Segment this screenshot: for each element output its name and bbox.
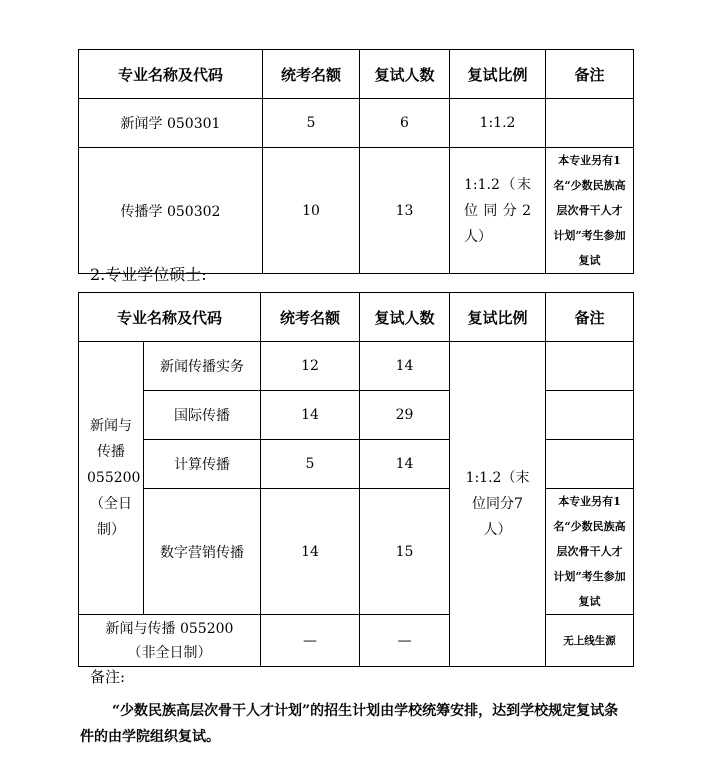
retest-value: 15: [360, 489, 450, 615]
table-professional-masters: [78, 292, 634, 667]
header-major: 专业名称及代码: [79, 50, 263, 99]
table-row: [79, 489, 634, 615]
table-row: [79, 391, 634, 440]
quota-value: 14: [261, 489, 360, 615]
remark-value: 无上线生源: [546, 615, 634, 667]
notes-label: 备注:: [90, 668, 126, 686]
major-name: 国际传播: [144, 391, 261, 440]
remark-value: [546, 440, 634, 489]
major-name-parttime: [79, 615, 261, 667]
ratio-value: 1:1.2: [450, 99, 546, 148]
header-quota: 统考名额: [261, 293, 360, 342]
major-name: 新闻学 050301: [79, 99, 263, 148]
table-row: [79, 99, 634, 148]
retest-value: 6: [360, 99, 450, 148]
table-header-row: [79, 293, 634, 342]
major-name: 新闻传播实务: [144, 342, 261, 391]
retest-value: —: [360, 615, 450, 667]
header-remark: 备注: [546, 50, 634, 99]
quota-value: 12: [261, 342, 360, 391]
group-label: 新闻与传播055200（全日制）: [79, 342, 144, 615]
quota-value: —: [261, 615, 360, 667]
remark-value: [546, 342, 634, 391]
retest-value: 13: [360, 148, 450, 274]
header-major: 专业名称及代码: [79, 293, 261, 342]
table-row: [79, 440, 634, 489]
major-name: 传播学 050302: [79, 148, 263, 274]
retest-value: 14: [360, 440, 450, 489]
retest-value: 14: [360, 342, 450, 391]
quota-value: 10: [263, 148, 360, 274]
remark-value: [546, 391, 634, 440]
header-remark: 备注: [546, 293, 634, 342]
table-academic-masters: [78, 49, 634, 274]
remark-value: [546, 99, 634, 148]
header-retest: 复试人数: [360, 50, 450, 99]
header-ratio: 复试比例: [450, 50, 546, 99]
major-name-line2: （非全日制）: [127, 644, 212, 661]
shared-ratio: 1:1.2（末位同分7人）: [450, 342, 546, 667]
header-retest: 复试人数: [360, 293, 450, 342]
remark-value: 本专业另有1名“少数民族高层次骨干人才计划”考生参加复试: [546, 148, 634, 274]
header-ratio: 复试比例: [450, 293, 546, 342]
notes-body: “少数民族高层次骨干人才计划”的招生计划由学校统筹安排，达到学校规定复试条件的由学院组织复试。: [80, 703, 619, 745]
section-title: 2.专业学位硕士:: [90, 265, 207, 284]
quota-value: 14: [261, 391, 360, 440]
table-row: [79, 615, 634, 667]
quota-value: 5: [263, 99, 360, 148]
major-name-line1: 新闻与传播 055200: [105, 620, 234, 637]
ratio-value: 1:1.2（末位同分2人）: [450, 148, 546, 274]
table-header-row: [79, 50, 634, 99]
major-name: 计算传播: [144, 440, 261, 489]
quota-value: 5: [261, 440, 360, 489]
table-row: [79, 342, 634, 391]
major-name: 数字营销传播: [144, 489, 261, 615]
header-quota: 统考名额: [263, 50, 360, 99]
table-row: [79, 148, 634, 274]
remark-value: 本专业另有1名“少数民族高层次骨干人才计划”考生参加复试: [546, 489, 634, 615]
retest-value: 29: [360, 391, 450, 440]
